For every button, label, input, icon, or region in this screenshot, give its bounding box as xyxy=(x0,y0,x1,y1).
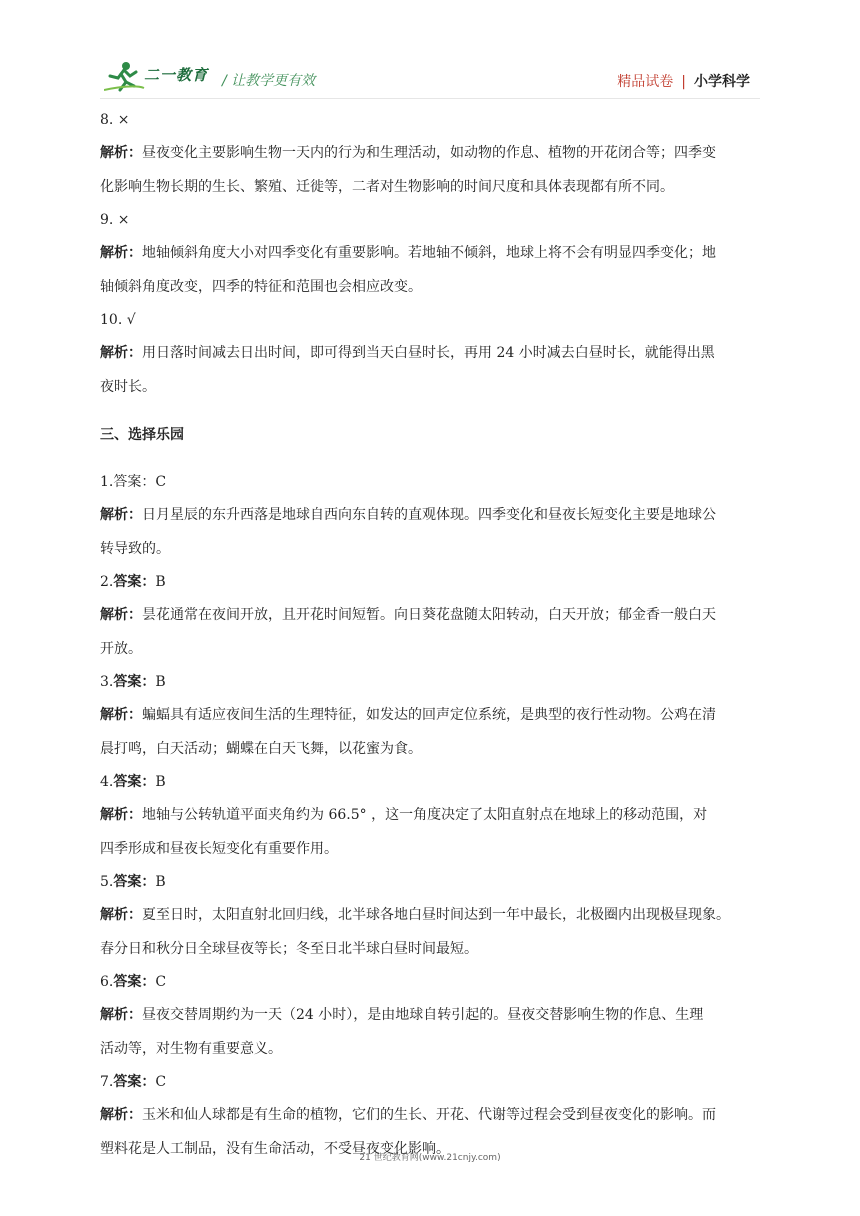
answer-value: B xyxy=(155,674,166,690)
page-header xyxy=(0,0,860,100)
page-footer: 21 世纪教育网(www.21cnjy.com) xyxy=(359,1153,501,1163)
analysis-line xyxy=(100,732,762,766)
analysis-line xyxy=(100,498,762,532)
analysis-label: 解析： xyxy=(100,707,142,723)
analysis-text: 转导致的。 xyxy=(100,541,170,557)
analysis-line xyxy=(100,698,762,732)
analysis-line xyxy=(100,832,762,866)
analysis-line xyxy=(100,170,762,204)
analysis-label: 解析： xyxy=(100,907,142,923)
answer-label: 答案： xyxy=(113,474,156,490)
analysis-label: 解析： xyxy=(100,507,142,523)
analysis-line xyxy=(100,598,762,632)
analysis-label: 解析： xyxy=(100,607,142,623)
answer-label: 答案： xyxy=(113,574,156,590)
analysis-text: 开放。 xyxy=(100,641,142,657)
analysis-line xyxy=(100,336,762,370)
analysis-line xyxy=(100,136,762,170)
analysis-line xyxy=(100,798,762,832)
analysis-text: 轴倾斜角度改变，四季的特征和范围也会相应改变。 xyxy=(100,279,422,295)
header-divider xyxy=(100,98,760,99)
analysis-text: 四季形成和昼夜长短变化有重要作用。 xyxy=(100,841,338,857)
analysis-label: 解析： xyxy=(100,245,142,261)
tag-separator: | xyxy=(681,74,686,90)
analysis-line xyxy=(100,932,762,966)
answer-number: 3. xyxy=(100,674,114,690)
analysis-label: 解析： xyxy=(100,345,142,361)
analysis-line xyxy=(100,1032,762,1066)
analysis-line xyxy=(100,532,762,566)
analysis-text: 春分日和秋分日全球昼夜等长；冬至日北半球白昼时间最短。 xyxy=(100,941,478,957)
header-tagline xyxy=(617,71,750,91)
analysis-text: 昼夜交替周期约为一天（24 小时），是由地球自转引起的。昼夜交替影响生物的作息、生理 xyxy=(142,1007,704,1023)
answer-value: C xyxy=(155,1074,167,1090)
answer-line xyxy=(100,566,762,598)
analysis-text: 用日落时间减去日出时间，即可得到当天白昼时长，再用 24 小时减去白昼时长，就能得出黑 xyxy=(142,345,715,361)
answer-label: 答案： xyxy=(113,774,156,790)
answer-line xyxy=(100,666,762,698)
answer-line xyxy=(100,466,762,498)
analysis-text: 地轴与公转轨道平面夹角约为 66.5° ，这一角度决定了太阳直射点在地球上的移动范围，对 xyxy=(142,807,708,823)
analysis-line xyxy=(100,1098,762,1132)
answer-label: 答案： xyxy=(113,974,156,990)
analysis-text: 蝙蝠具有适应夜间生活的生理特征，如发达的回声定位系统，是典型的夜行性动物。公鸡在清 xyxy=(142,707,716,723)
analysis-line xyxy=(100,270,762,304)
analysis-line xyxy=(100,998,762,1032)
analysis-text: 日月星辰的东升西落是地球自西向东自转的直观体现。四季变化和昼夜长短变化主要是地球公 xyxy=(142,507,716,523)
analysis-text: 塑料花是人工制品，没有生命活动，不受昼夜变化影响。 xyxy=(100,1141,450,1157)
answer-number: 7. xyxy=(100,1074,114,1090)
answer-number: 6. xyxy=(100,974,114,990)
answer-line xyxy=(100,866,762,898)
answer-number: 5. xyxy=(100,874,114,890)
question-number: 10. √ xyxy=(100,312,136,328)
analysis-text: 活动等，对生物有重要意义。 xyxy=(100,1041,282,1057)
analysis-line xyxy=(100,898,762,932)
brand-slogan: / 让教学更有效 xyxy=(222,73,316,89)
answer-line xyxy=(100,766,762,798)
answer-label: 答案： xyxy=(113,874,156,890)
tag-quality-paper: 精品试卷 xyxy=(617,74,674,90)
analysis-text: 夏至日时，太阳直射北回归线，北半球各地白昼时间达到一年中最长，北极圈内出现极昼现象。 xyxy=(142,907,730,923)
answer-value: B xyxy=(155,574,166,590)
analysis-label: 解析： xyxy=(100,1007,142,1023)
answer-number: 2. xyxy=(100,574,114,590)
answer-label: 答案： xyxy=(113,674,156,690)
answer-value: B xyxy=(155,874,166,890)
answer-label: 答案： xyxy=(113,1074,156,1090)
answer-line xyxy=(100,966,762,998)
answer-number: 4. xyxy=(100,774,114,790)
analysis-text: 地轴倾斜角度大小对四季变化有重要影响。若地轴不倾斜，地球上将不会有明显四季变化；地 xyxy=(142,245,716,261)
analysis-text: 昙花通常在夜间开放，且开花时间短暂。向日葵花盘随太阳转动，白天开放；郁金香一般白天 xyxy=(142,607,716,623)
analysis-text: 化影响生物长期的生长、繁殖、迁徙等，二者对生物影响的时间尺度和具体表现都有所不同。 xyxy=(100,179,674,195)
section-heading: 三、选择乐园 xyxy=(100,427,184,443)
analysis-line xyxy=(100,370,762,404)
tag-subject: 小学科学 xyxy=(694,74,750,90)
answer-line xyxy=(100,1066,762,1098)
answer-value: C xyxy=(155,474,167,490)
answer-content xyxy=(100,104,762,1166)
analysis-line xyxy=(100,236,762,270)
analysis-line xyxy=(100,632,762,666)
question-number: 9. × xyxy=(100,212,130,228)
answer-value: C xyxy=(155,974,167,990)
analysis-text: 夜时长。 xyxy=(100,379,156,395)
brand-name: 二一教育 xyxy=(144,66,209,84)
analysis-label: 解析： xyxy=(100,1107,142,1123)
analysis-text: 晨打鸣，白天活动；蝴蝶在白天飞舞，以花蜜为食。 xyxy=(100,741,422,757)
answer-value: B xyxy=(155,774,166,790)
analysis-text: 玉米和仙人球都是有生命的植物，它们的生长、开花、代谢等过程会受到昼夜变化的影响。而 xyxy=(142,1107,716,1123)
answer-number: 1. xyxy=(100,474,114,490)
analysis-label: 解析： xyxy=(100,145,142,161)
question-number: 8. × xyxy=(100,112,130,128)
analysis-label: 解析： xyxy=(100,807,142,823)
analysis-text: 昼夜变化主要影响生物一天内的行为和生理活动，如动物的作息、植物的开花闭合等；四季变 xyxy=(142,145,716,161)
